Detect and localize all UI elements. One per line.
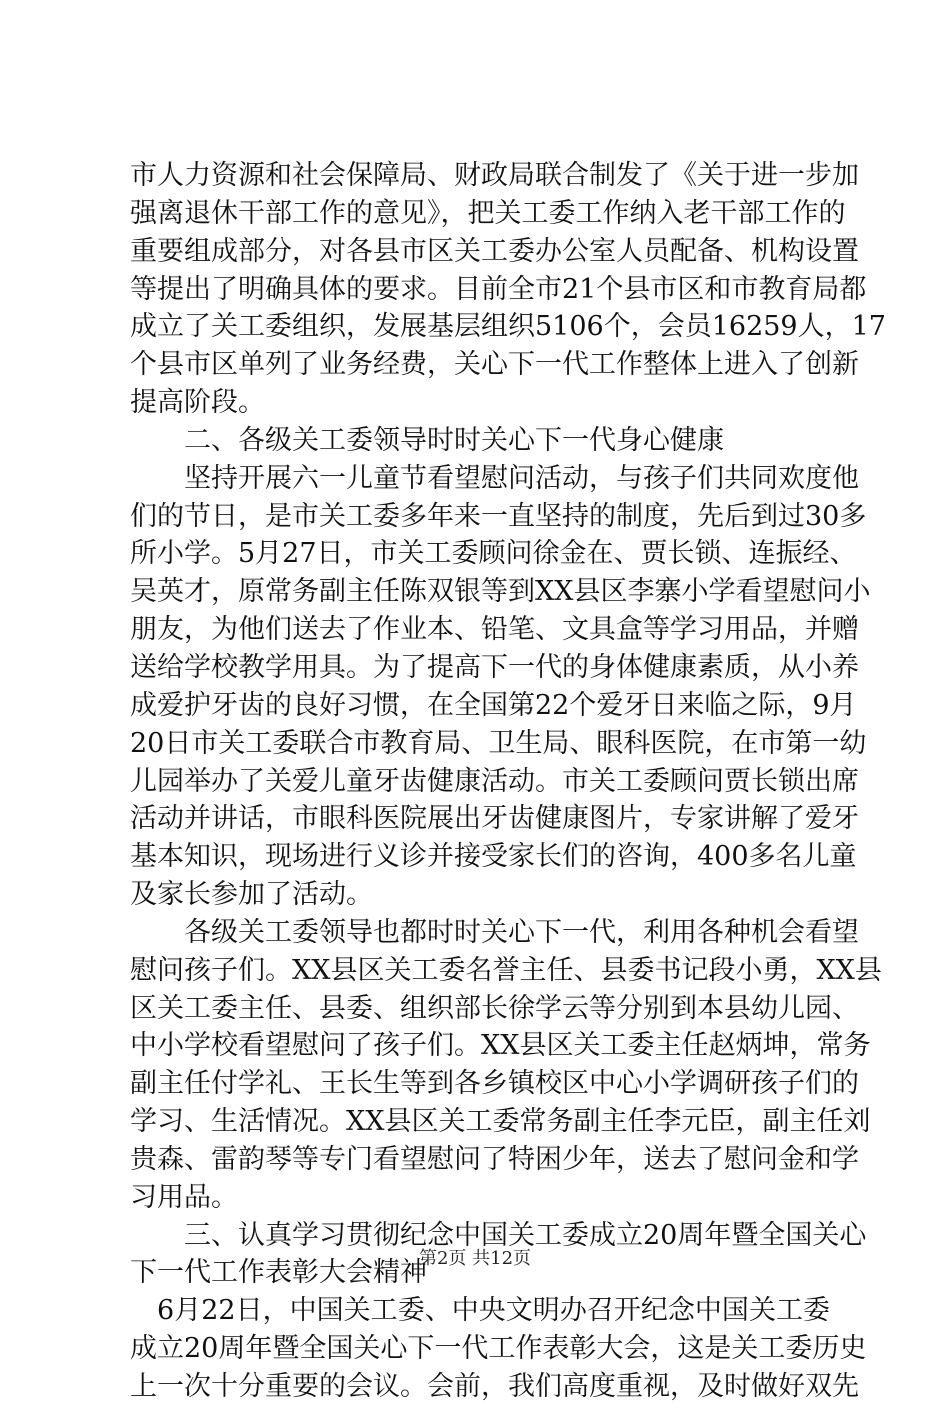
- text-line: 20日市关工委联合市教育局、卫生局、眼科医院，在市第一幼: [130, 727, 867, 759]
- text-line: 区关工委主任、县委、组织部长徐学云等分别到本县幼儿园、: [130, 992, 859, 1024]
- section-heading: 下一代工作表彰大会精神: [130, 1257, 427, 1289]
- page-number: 第2页 共12页: [418, 1248, 532, 1269]
- text-line: 各级关工委领导也都时时关心下一代，利用各种机会看望: [184, 916, 859, 948]
- text-line: 等提出了明确具体的要求。目前全市21个县市区和市教育局都: [130, 273, 867, 305]
- text-line: 成爱护牙齿的良好习惯，在全国第22个爱牙日来临之际，9月: [130, 689, 857, 721]
- text-line: 成立了关工委组织，发展基层组织5106个，会员16259人，17: [130, 311, 886, 343]
- text-line: 送给学校教学用具。为了提高下一代的身体健康素质，从小养: [130, 651, 859, 683]
- text-line: 6月22日，中国关工委、中央文明办召开纪念中国关工委: [157, 1295, 830, 1327]
- text-line: 重要组成部分，对各县市区关工委办公室人员配备、机构设置: [130, 235, 859, 267]
- text-line: 习用品。: [130, 1181, 238, 1213]
- text-line: 吴英才，原常务副主任陈双银等到XX县区李寨小学看望慰问小: [130, 576, 871, 608]
- text-line: 及家长参加了活动。: [130, 879, 373, 911]
- text-line: 市人力资源和社会保障局、财政局联合制发了《关于进一步加: [130, 160, 859, 191]
- section-heading: 三、认真学习贯彻纪念中国关工委成立20周年暨全国关心: [184, 1219, 867, 1251]
- text-line: 儿园举办了关爱儿童牙齿健康活动。市关工委顾问贾长锁出席: [130, 765, 859, 797]
- text-line: 所小学。5月27日，市关工委顾问徐金在、贾长锁、连振经、: [130, 538, 857, 570]
- text-line: 学习、生活情况。XX县区关工委常务副主任李元臣，副主任刘: [130, 1106, 871, 1138]
- document-body: [130, 157, 886, 1406]
- text-line: 们的节日，是市关工委多年来一直坚持的制度，先后到过30多: [130, 500, 867, 532]
- text-line: 个县市区单列了业务经费，关心下一代工作整体上进入了创新: [130, 349, 859, 381]
- text-line: 提高阶段。: [130, 387, 265, 419]
- text-line: 副主任付学礼、王长生等到各乡镇校区中心小学调研孩子们的: [130, 1068, 859, 1100]
- section-heading: 二、各级关工委领导时时关心下一代身心健康: [184, 424, 724, 456]
- text-line: 中小学校看望慰问了孩子们。XX县区关工委主任赵炳坤，常务: [130, 1030, 871, 1062]
- text-line: 基本知识，现场进行义诊并接受家长们的咨询，400多名儿童: [130, 841, 857, 873]
- text-line: 贵森、雷韵琴等专门看望慰问了特困少年，送去了慰问金和学: [130, 1143, 859, 1175]
- text-line: 慰问孩子们。XX县区关工委名誉主任、县委书记段小勇，XX县: [130, 954, 882, 986]
- text-line: 活动并讲话，市眼科医院展出牙齿健康图片，专家讲解了爱牙: [130, 803, 859, 835]
- text-line: 上一次十分重要的会议。会前，我们高度重视，及时做好双先: [130, 1371, 859, 1402]
- text-line: 强离退休干部工作的意见》，把关工委工作纳入老干部工作的: [130, 197, 846, 229]
- text-line: 成立20周年暨全国关心下一代工作表彰大会，这是关工委历史: [130, 1333, 867, 1365]
- text-line: 朋友，为他们送去了作业本、铅笔、文具盒等学习用品，并赠: [130, 614, 859, 646]
- text-line: 坚持开展六一儿童节看望慰问活动，与孩子们共同欢度他: [184, 462, 859, 494]
